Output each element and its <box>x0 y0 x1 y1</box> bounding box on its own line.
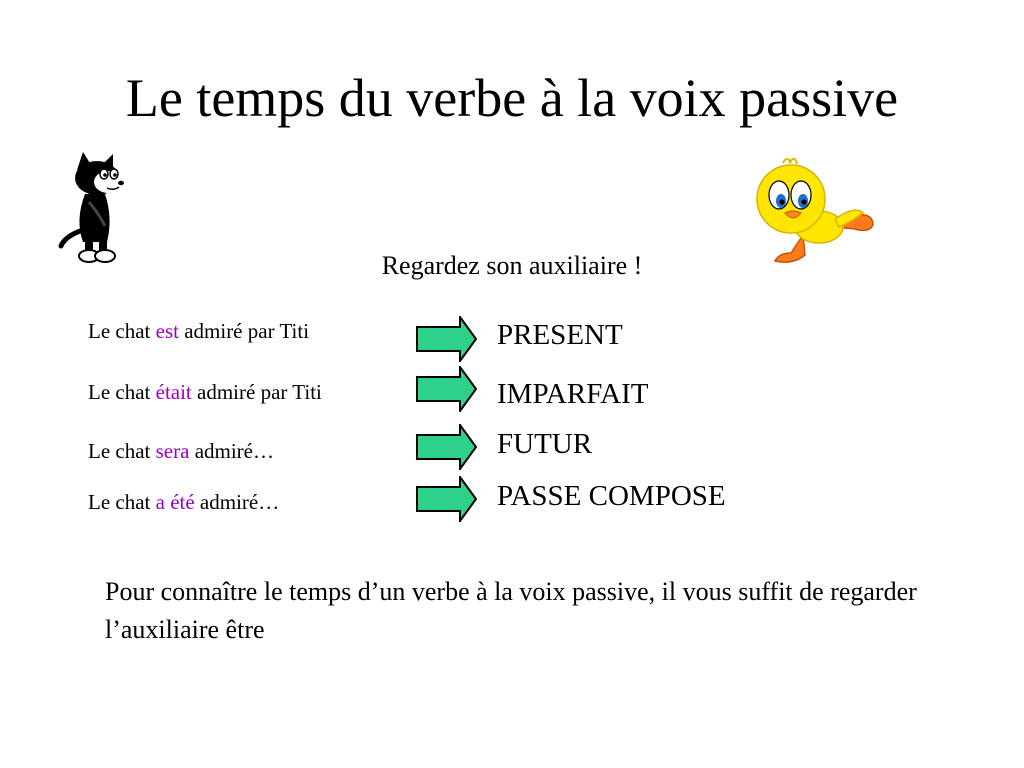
sentence-subject: Le chat <box>88 490 156 514</box>
sentence-rest: admiré… <box>189 439 274 463</box>
auxiliary-verb: était <box>155 380 192 404</box>
right-arrow-icon <box>416 316 478 362</box>
sentence-rest: admiré par Titi <box>178 319 310 343</box>
sentence-rest: admiré par Titi <box>191 380 322 404</box>
cat-illustration <box>55 150 135 265</box>
example-sentence <box>88 437 274 465</box>
sentence-subject: Le chat <box>88 319 156 343</box>
sentence-rest: admiré… <box>194 490 280 514</box>
right-arrow-icon <box>416 424 478 470</box>
auxiliary-verb: est <box>155 319 179 343</box>
tense-label: PRESENT <box>497 319 623 351</box>
slide-title: Le temps du verbe à la voix passive <box>125 68 899 128</box>
sentence-subject: Le chat <box>88 439 156 463</box>
example-sentence <box>88 378 322 406</box>
example-sentence <box>88 317 309 345</box>
conclusion-text: Pour connaître le temps d’un verbe à la voix passive, il vous suffit de regarder l’auxiliaire être <box>105 577 917 644</box>
slide-subtitle: Regardez son auxiliaire ! <box>381 251 643 280</box>
example-sentence <box>88 488 279 516</box>
tense-label: FUTUR <box>497 428 593 460</box>
tense-label: PASSE COMPOSE <box>497 480 726 512</box>
tense-label: IMPARFAIT <box>497 378 649 410</box>
right-arrow-icon <box>416 366 478 412</box>
right-arrow-icon <box>416 476 478 522</box>
auxiliary-verb: a été <box>155 490 195 514</box>
sentence-subject: Le chat <box>88 380 156 404</box>
auxiliary-verb: sera <box>155 439 190 463</box>
